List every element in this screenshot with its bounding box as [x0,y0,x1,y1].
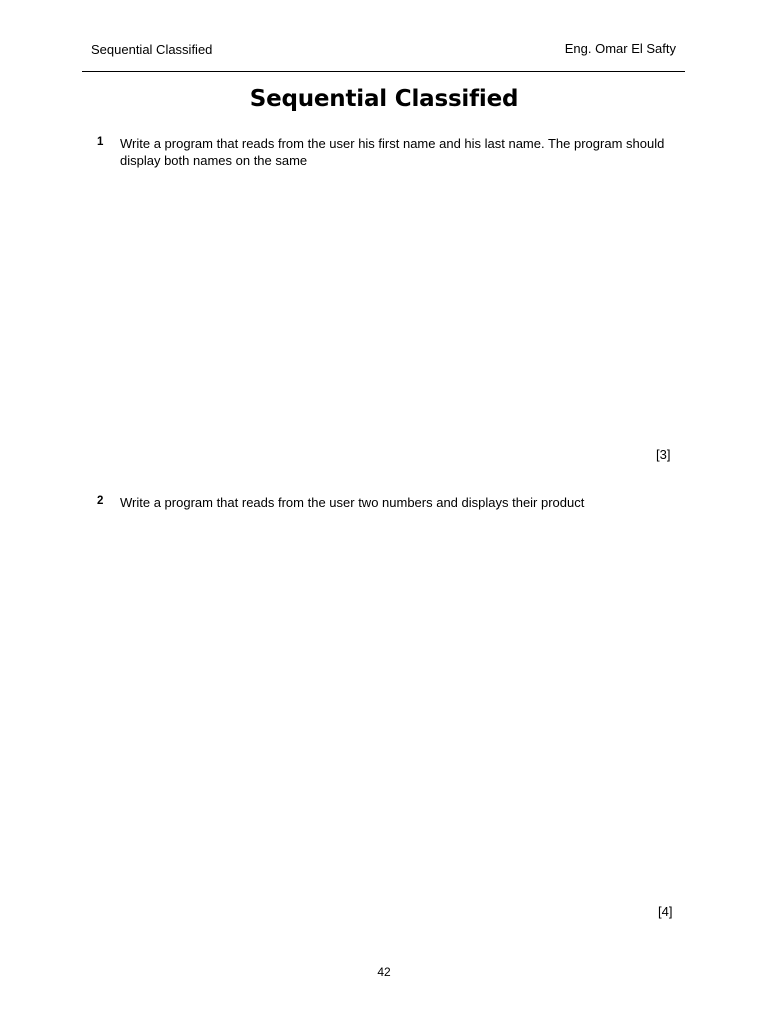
question-number: 2 [97,495,104,507]
header-author: Eng. Omar El Safty [564,41,676,56]
question-text: Write a program that reads from the user two numbers and displays their product [120,495,585,510]
page-number: 42 [377,965,391,979]
header-document-title: Sequential Classified [91,42,213,57]
question-1-marks: [3] [656,447,671,462]
question-2-marks: [4] [658,904,673,919]
page-title: Sequential Classified [249,86,519,112]
question-number: 1 [97,136,104,148]
page-header [82,40,685,72]
question-text: Write a program that reads from the user his first name and his last name. The program should display both names on the same [120,136,665,168]
